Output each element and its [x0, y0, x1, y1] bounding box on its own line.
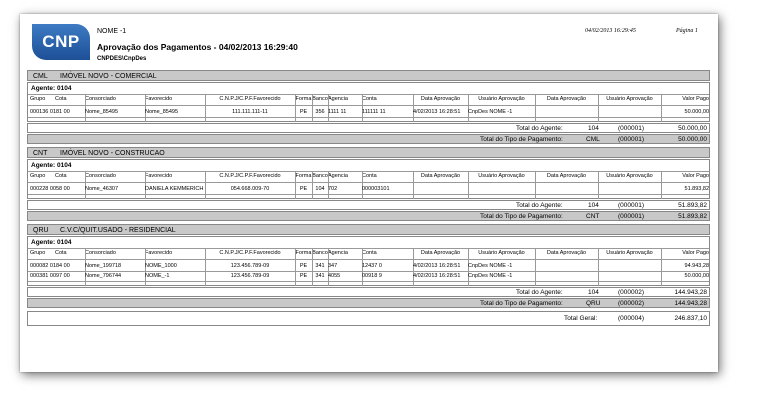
table-cell: 4/02/2013 16:28:51 [413, 273, 461, 279]
agent-total-label: Total do Agente: [516, 289, 563, 296]
table-cell: PE [299, 273, 308, 279]
table-cell: 4/02/2013 16:28:51 [413, 263, 461, 269]
agent-total-count: (000002) [618, 289, 645, 296]
agent-total-value: 50.000,00 [678, 125, 707, 132]
column-header-usuario-aprov-2: Usuário Aprovação [606, 173, 653, 179]
table-cell: DANIELA KEMMERICH [145, 186, 204, 192]
column-header-grupo: Grupo [30, 250, 46, 256]
type-total-row [27, 211, 710, 221]
column-header-valor-pago: Valor Pago [682, 173, 709, 179]
column-header-favorecido: Favorecido [145, 173, 173, 179]
column-header-cota: Cota [55, 96, 67, 102]
column-header-usuario-aprov: Usuário Aprovação [478, 250, 525, 256]
page-number: Página 1 [676, 28, 698, 34]
agent-label: Agente: 0104 [31, 85, 72, 92]
payments-table [27, 82, 710, 122]
agent-total-code: 104 [588, 202, 599, 209]
table-cell: 341 [315, 263, 325, 269]
type-total-value: 144.943,28 [674, 300, 707, 307]
section-header-cnt [27, 147, 710, 158]
table-cell: 12437 0 [362, 263, 382, 269]
column-header-banco: Banco [312, 173, 328, 179]
section-name: IMÓVEL NOVO - COMERCIAL [60, 73, 157, 80]
cnp-logo: CNP [32, 24, 90, 60]
column-header-conta: Conta [362, 96, 377, 102]
agent-label: Agente: 0104 [31, 239, 72, 246]
table-cell: Nome_796744 [85, 273, 122, 279]
table-row[interactable] [28, 185, 709, 194]
table-cell: 111.111.111-11 [232, 109, 268, 115]
column-header-cota: Cota [55, 250, 67, 256]
table-cell: 054.668.009-70 [230, 186, 270, 192]
table-row[interactable] [28, 108, 709, 117]
table-cell: 347 [328, 263, 338, 269]
column-header-banco: Banco [312, 96, 328, 102]
agent-total-count: (000001) [618, 202, 645, 209]
table-row[interactable] [28, 262, 709, 271]
table-cell: 123.456.789-09 [230, 273, 270, 279]
column-header-valor-pago: Valor Pago [682, 96, 709, 102]
grand-total-row [27, 311, 710, 326]
table-cell: CnpDes NOME -1 [468, 263, 513, 269]
type-total-code: CML [586, 136, 600, 143]
section-code: CML [33, 73, 48, 80]
table-cell: Nome_46307 [85, 186, 119, 192]
grand-total-label: Total Geral: [564, 315, 598, 322]
table-cell: PE [299, 263, 308, 269]
column-header-grupo: Grupo [30, 96, 46, 102]
column-header-favorecido: Favorecido [145, 96, 173, 102]
column-header-conta: Conta [362, 173, 377, 179]
column-header-banco: Banco [312, 250, 328, 256]
column-header-cnpj: C.N.P.J/C.P.F.Favorecido [219, 96, 281, 102]
type-total-value: 51.893,82 [678, 213, 707, 220]
type-total-value: 50.000,00 [678, 136, 707, 143]
table-cell: PE [299, 186, 308, 192]
column-header-forma: Forma [295, 250, 312, 256]
section-code: CNT [33, 150, 48, 157]
type-total-label: Total do Tipo de Pagamento: [480, 300, 563, 307]
column-header-data-aprov: Data Aprovação [420, 250, 461, 256]
row-divider [28, 117, 709, 118]
table-cell: 356 [315, 109, 325, 115]
payments-table [27, 236, 710, 286]
table-cell: 111111 11 [362, 109, 386, 115]
column-header-agencia: Agencia [328, 173, 348, 179]
column-header-data-aprov-2: Data Aprovação [546, 173, 587, 179]
column-header-data-aprov: Data Aprovação [420, 173, 461, 179]
section-code: QRU [33, 227, 49, 234]
report-path: CNPDES\CnpDes [97, 56, 147, 62]
table-cell: 51.893,82 [684, 186, 709, 192]
table-cell: Nome_199718 [85, 263, 122, 269]
table-cell: 1111 11 [328, 109, 347, 115]
table-cell: 94.943,28 [684, 263, 709, 269]
table-cell: NOME_-1 [145, 273, 170, 279]
type-total-count: (000002) [618, 300, 645, 307]
table-cell: 000228 0058 00 [30, 186, 70, 192]
column-header-consorciado: Consorciado [85, 173, 116, 179]
agent-total-label: Total do Agente: [516, 202, 563, 209]
table-cell: 50.000,00 [684, 273, 709, 279]
agent-total-row [27, 123, 710, 133]
section-header-qru [27, 224, 710, 235]
table-cell: 123.456.789-09 [230, 263, 270, 269]
print-date: 04/02/2013 16:29:45 [585, 28, 636, 34]
table-cell: 4055 [328, 273, 341, 279]
agent-label: Agente: 0104 [31, 162, 72, 169]
row-divider [28, 281, 709, 282]
divider [28, 259, 709, 260]
table-cell: 000136 0181 00 [30, 109, 70, 115]
type-total-row [27, 134, 710, 144]
table-cell: 000003101 [362, 186, 390, 192]
section-name: IMÓVEL NOVO - CONSTRUCAO [60, 150, 165, 157]
table-cell: 104 [315, 186, 325, 192]
table-cell: 00918 9 [362, 273, 382, 279]
agent-total-code: 104 [588, 125, 599, 132]
type-total-label: Total do Tipo de Pagamento: [480, 213, 563, 220]
column-header-data-aprov: Data Aprovação [420, 96, 461, 102]
column-header-data-aprov-2: Data Aprovação [546, 250, 587, 256]
table-cell: 000381 0097 00 [30, 273, 70, 279]
column-header-conta: Conta [362, 250, 377, 256]
column-header-cnpj: C.N.P.J/C.P.F.Favorecido [219, 250, 281, 256]
divider [28, 182, 709, 183]
column-header-usuario-aprov: Usuário Aprovação [478, 96, 525, 102]
column-header-cnpj: C.N.P.J/C.P.F.Favorecido [219, 173, 281, 179]
table-cell: CnpDes NOME -1 [468, 109, 513, 115]
column-header-consorciado: Consorciado [85, 250, 116, 256]
type-total-row [27, 298, 710, 308]
table-cell: PE [299, 109, 308, 115]
type-total-code: CNT [586, 213, 600, 220]
table-cell: 702 [328, 186, 338, 192]
column-header-usuario-aprov-2: Usuário Aprovação [606, 96, 653, 102]
column-header-usuario-aprov: Usuário Aprovação [478, 173, 525, 179]
agent-total-count: (000001) [618, 125, 645, 132]
column-header-consorciado: Consorciado [85, 96, 116, 102]
divider [28, 105, 709, 106]
table-cell: 000082 0184 00 [30, 263, 70, 269]
column-header-forma: Forma [295, 96, 312, 102]
section-name: C.V.C/QUIT.USADO - RESIDENCIAL [60, 227, 176, 234]
column-header-usuario-aprov-2: Usuário Aprovação [606, 250, 653, 256]
table-cell: Nome_85495 [85, 109, 119, 115]
table-cell: CnpDes NOME -1 [468, 273, 513, 279]
table-row[interactable] [28, 272, 709, 281]
table-cell: 4/02/2013 16:28:51 [413, 109, 461, 115]
table-cell: NOME_1000 [145, 263, 177, 269]
column-header-grupo: Grupo [30, 173, 46, 179]
agent-total-value: 144.943,28 [674, 289, 707, 296]
column-header-agencia: Agencia [328, 250, 348, 256]
column-header-valor-pago: Valor Pago [682, 250, 709, 256]
type-total-count: (000001) [618, 136, 645, 143]
table-cell: 50.000,00 [684, 109, 709, 115]
column-header-data-aprov-2: Data Aprovação [546, 96, 587, 102]
table-cell: Nome_85495 [145, 109, 179, 115]
user-name: NOME -1 [97, 28, 127, 35]
report-title: Aprovação dos Pagamentos - 04/02/2013 16:29:40 [97, 42, 298, 52]
agent-total-row [27, 287, 710, 297]
column-header-cota: Cota [55, 173, 67, 179]
row-divider [28, 194, 709, 195]
type-total-label: Total do Tipo de Pagamento: [480, 136, 563, 143]
agent-total-code: 104 [588, 289, 599, 296]
agent-total-value: 51.893,82 [678, 202, 707, 209]
grand-total-value: 246.837,10 [674, 315, 707, 322]
section-header-cml [27, 70, 710, 81]
agent-total-row [27, 200, 710, 210]
table-cell: 341 [315, 273, 325, 279]
type-total-count: (000001) [618, 213, 645, 220]
agent-total-label: Total do Agente: [516, 125, 563, 132]
column-header-favorecido: Favorecido [145, 250, 173, 256]
column-header-forma: Forma [295, 173, 312, 179]
grand-total-count: (000004) [618, 315, 645, 322]
report-page [20, 14, 718, 372]
type-total-code: QRU [586, 300, 601, 307]
payments-table [27, 159, 710, 199]
column-header-agencia: Agencia [328, 96, 348, 102]
